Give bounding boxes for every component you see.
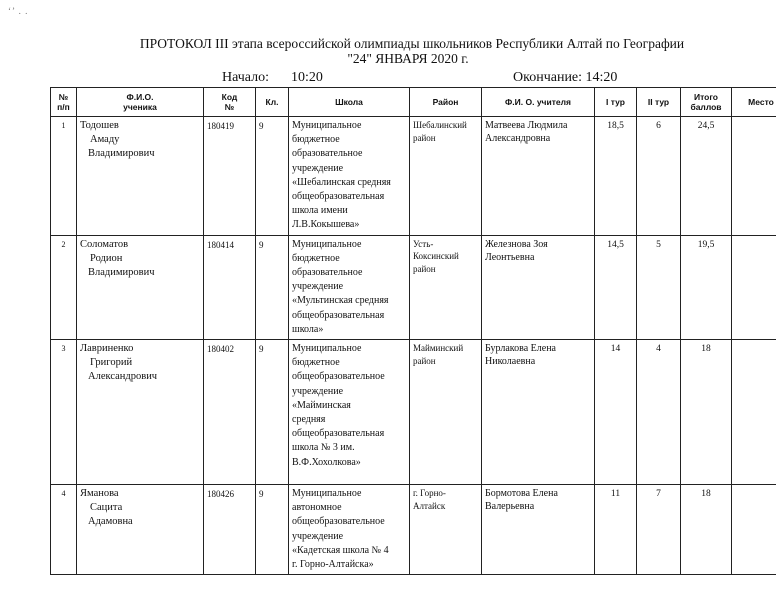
school-name-line: учреждение xyxy=(292,281,344,293)
school-name-line: «Кадетская школа № 4 xyxy=(292,544,389,556)
header-text: Ф.И.О. xyxy=(126,92,154,102)
school-name-line: средняя xyxy=(292,414,326,426)
school-name xyxy=(289,485,410,575)
student-name-line: Лавриненко xyxy=(80,343,134,355)
row-number: 2 xyxy=(51,235,77,339)
school-name-line: «Мультинская средняя xyxy=(292,295,389,307)
student-class: 9 xyxy=(256,117,289,236)
title-line-1: ПРОТОКОЛ III этапа всероссийской олимпиады школьников Республики Алтай по Географии xyxy=(139,36,685,51)
school-name-line: «Майминская xyxy=(292,399,351,411)
row-number: 1 xyxy=(51,117,77,236)
school-name-line: школа» xyxy=(292,323,324,335)
school-name-line: образовательное xyxy=(292,148,363,160)
school-name-line: общеобразовательная xyxy=(292,191,385,203)
student-name xyxy=(77,485,204,575)
teacher-name-line: Леонтьевна xyxy=(485,251,535,263)
teacher-name xyxy=(482,235,595,339)
teacher-name-line: Валерьевна xyxy=(485,501,535,513)
school-name-line: Муниципальное xyxy=(292,120,362,131)
student-code: 180419 xyxy=(204,117,256,236)
school-name-line: общеобразовательная xyxy=(292,309,385,321)
scan-mark: ‘’ . . xyxy=(8,6,29,16)
school-name-line: общеобразовательное xyxy=(292,516,385,528)
school-name-line: образовательное xyxy=(292,267,363,279)
student-class: 9 xyxy=(256,485,289,575)
row-number: 4 xyxy=(51,485,77,575)
student-name-line: Яманова xyxy=(80,488,119,500)
school-name-line: г. Горно-Алтайска» xyxy=(292,559,374,571)
header-text: Место xyxy=(748,97,774,107)
school-name-line: общеобразовательная xyxy=(292,428,385,440)
school-name-line: бюджетное xyxy=(292,357,340,369)
district-name-line: Майминский xyxy=(413,343,464,354)
col-place-header xyxy=(732,88,776,117)
student-name-line: Александрович xyxy=(88,371,158,383)
teacher-name-line: Бормотова Елена xyxy=(485,488,558,500)
tour1-score: 14 xyxy=(595,340,637,485)
header-text: I тур xyxy=(606,97,625,107)
student-name-line: Тодошев xyxy=(80,120,119,131)
school-name-line: бюджетное xyxy=(292,134,340,146)
tour2-score: 4 xyxy=(637,340,681,485)
header-text: Ф.И. О. учителя xyxy=(505,97,571,107)
teacher-name-line: Бурлакова Елена xyxy=(485,343,556,355)
header-text: п/п xyxy=(57,102,70,112)
student-name xyxy=(77,117,204,236)
school-name-line: В.Ф.Хохолкова» xyxy=(292,456,361,468)
table-row xyxy=(51,340,776,485)
start-value: 10:20 xyxy=(291,70,323,85)
district-name xyxy=(410,340,482,485)
header-text: II тур xyxy=(647,97,670,107)
tour2-score: 5 xyxy=(637,235,681,339)
tour1-score: 14,5 xyxy=(595,235,637,339)
school-name xyxy=(289,235,410,339)
col-school-header xyxy=(289,88,410,117)
school-name-line: автономное xyxy=(292,502,342,514)
district-name xyxy=(410,235,482,339)
header-text: Район xyxy=(432,97,459,107)
district-name-line: г. Горно- xyxy=(413,488,446,499)
col-code-header xyxy=(204,88,256,117)
tour2-score: 6 xyxy=(637,117,681,236)
total-score: 19,5 xyxy=(681,235,732,339)
header-text: баллов xyxy=(690,102,722,112)
title-line-2: "24" ЯНВАРЯ 2020 г. xyxy=(347,51,469,66)
header-text: Школа xyxy=(335,97,363,107)
student-name-line: Родион xyxy=(90,252,123,264)
student-class: 9 xyxy=(256,235,289,339)
student-code: 180414 xyxy=(204,235,256,339)
student-name-line: Владимирович xyxy=(88,148,155,159)
header-text: № xyxy=(224,102,235,112)
school-name-line: Муниципальное xyxy=(292,343,362,355)
header-text: Итого xyxy=(694,92,718,102)
start-label: Начало: xyxy=(222,70,270,85)
school-name-line: школа № 3 им. xyxy=(292,442,355,454)
header-text: Код xyxy=(221,92,238,102)
col-total-header xyxy=(681,88,732,117)
header-text: № xyxy=(58,92,69,102)
col-fio-header xyxy=(77,88,204,117)
total-score: 24,5 xyxy=(681,117,732,236)
place-cell xyxy=(732,485,776,575)
col-tour2-header xyxy=(637,88,681,117)
district-name-line: Усть- xyxy=(413,238,434,249)
teacher-name-line: Железнова Зоя xyxy=(485,238,548,250)
school-name-line: «Шебалинская средняя xyxy=(292,176,391,188)
header-text: Кл. xyxy=(265,97,279,107)
student-name-line: Соломатов xyxy=(80,238,129,250)
total-score: 18 xyxy=(681,340,732,485)
teacher-name-line: Николаевна xyxy=(485,356,536,368)
header-text: ученика xyxy=(123,102,157,112)
teacher-name xyxy=(482,340,595,485)
student-name-line: Адамовна xyxy=(88,516,133,528)
school-name-line: школа имени xyxy=(292,205,348,217)
protocol-title xyxy=(0,36,776,66)
tour1-score: 11 xyxy=(595,485,637,575)
teacher-name-line: Матвеева Людмила xyxy=(485,120,568,131)
student-class: 9 xyxy=(256,340,289,485)
student-name-line: Сацита xyxy=(90,502,123,514)
student-name-line: Владимирович xyxy=(88,266,155,278)
end-time: Окончание: 14:20 xyxy=(513,70,618,85)
tour1-score: 18,5 xyxy=(595,117,637,236)
district-name-line: район xyxy=(413,132,436,143)
total-score: 18 xyxy=(681,485,732,575)
district-name-line: район xyxy=(413,263,436,274)
district-name-line: Шебалинский xyxy=(413,120,467,130)
col-district-header xyxy=(410,88,482,117)
col-teacher-header xyxy=(482,88,595,117)
table-row xyxy=(51,235,776,339)
district-name xyxy=(410,485,482,575)
table-header-row xyxy=(51,88,776,117)
school-name-line: Муниципальное xyxy=(292,238,362,250)
table-row xyxy=(51,117,776,236)
place-cell xyxy=(732,117,776,236)
col-tour1-header xyxy=(595,88,637,117)
school-name xyxy=(289,340,410,485)
col-num-header xyxy=(51,88,77,117)
place-cell xyxy=(732,235,776,339)
school-name-line: Муниципальное xyxy=(292,488,362,500)
table-row xyxy=(51,485,776,575)
teacher-name xyxy=(482,117,595,236)
school-name xyxy=(289,117,410,236)
district-name xyxy=(410,117,482,236)
school-name-line: учреждение xyxy=(292,385,344,397)
tour2-score: 7 xyxy=(637,485,681,575)
school-name-line: учреждение xyxy=(292,162,344,174)
student-name xyxy=(77,235,204,339)
student-code: 180426 xyxy=(204,485,256,575)
teacher-name xyxy=(482,485,595,575)
student-name-line: Амаду xyxy=(90,134,120,145)
place-cell xyxy=(732,340,776,485)
row-number: 3 xyxy=(51,340,77,485)
school-name-line: учреждение xyxy=(292,530,344,542)
student-name xyxy=(77,340,204,485)
table-body xyxy=(51,117,776,575)
start-time xyxy=(222,70,323,86)
school-name-line: Л.В.Кокышева» xyxy=(292,219,360,231)
school-name-line: бюджетное xyxy=(292,252,340,264)
student-code: 180402 xyxy=(204,340,256,485)
student-name-line: Григорий xyxy=(90,357,133,369)
district-name-line: район xyxy=(413,355,436,366)
teacher-name-line: Александровна xyxy=(485,133,551,144)
col-class-header xyxy=(256,88,289,117)
district-name-line: Коксинский xyxy=(413,251,459,262)
school-name-line: общеобразовательное xyxy=(292,371,385,383)
results-table xyxy=(50,87,776,575)
district-name-line: Алтайск xyxy=(413,500,446,511)
